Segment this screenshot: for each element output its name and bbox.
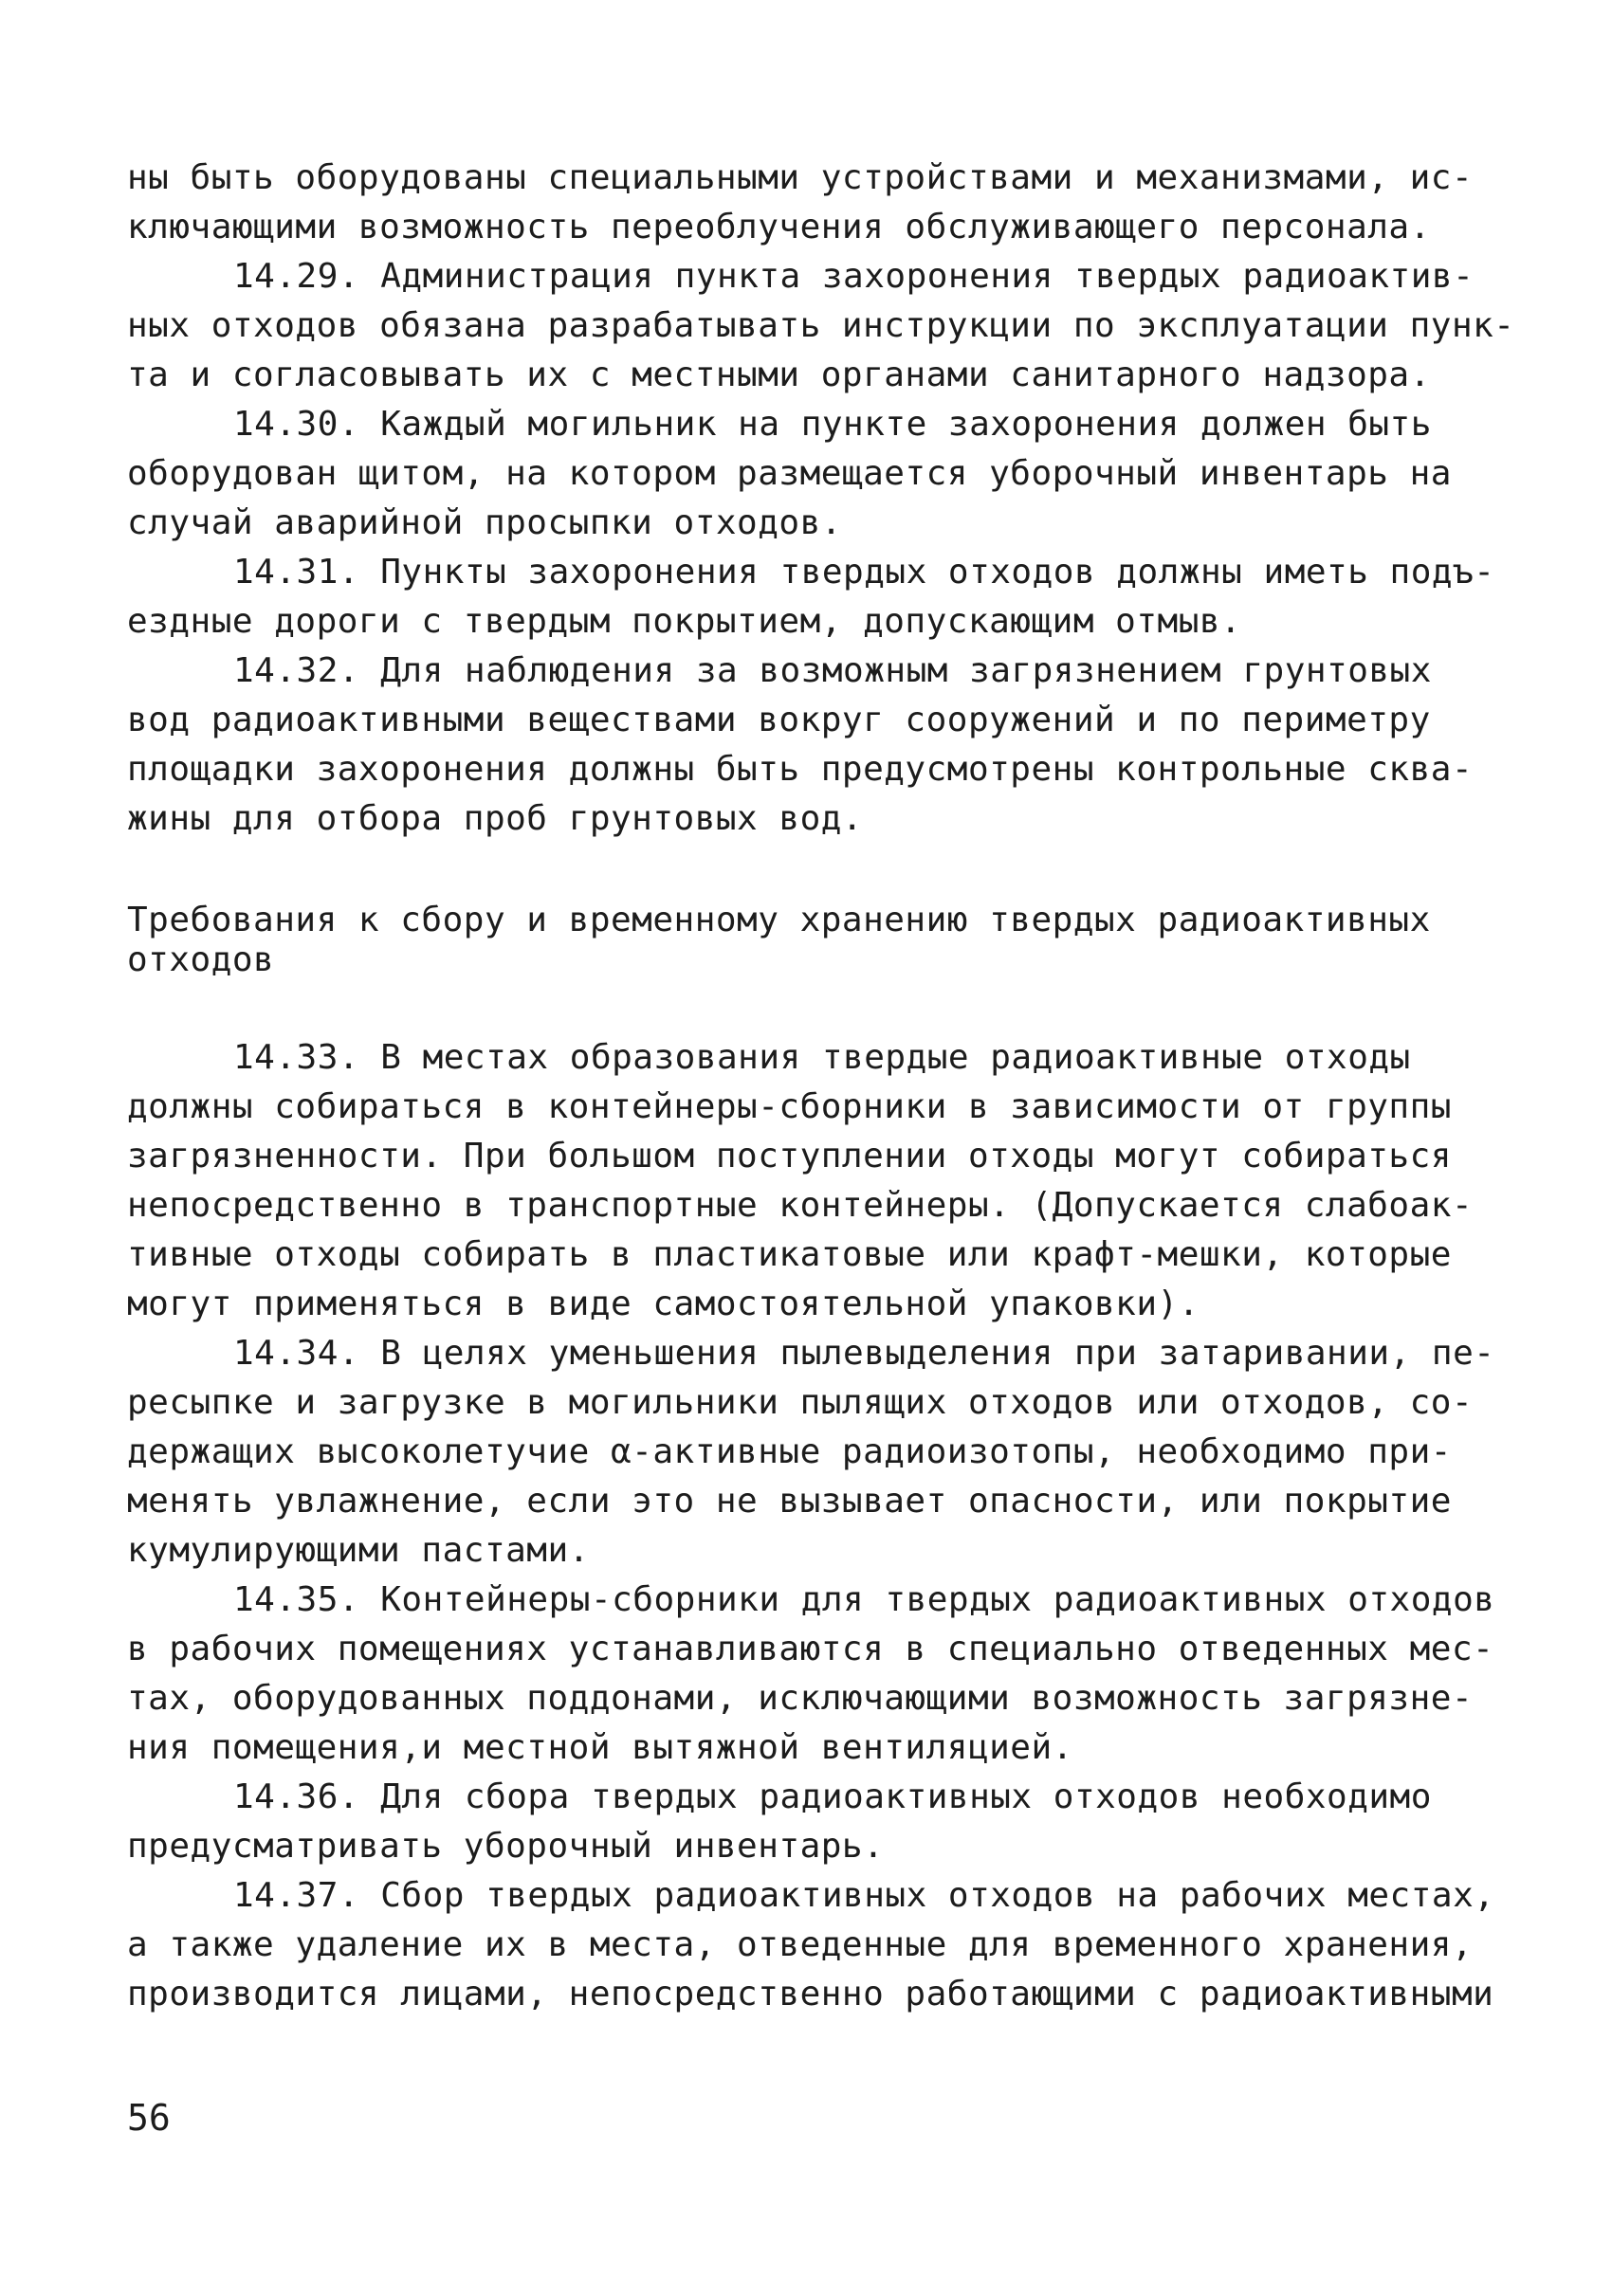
paragraph-14-32 (127, 647, 1493, 844)
paragraph-14-30 (127, 400, 1493, 548)
paragraph-continuation (127, 154, 1493, 252)
text-line: кумулирующими пастами. (127, 1531, 590, 1570)
paragraph-14-36 (127, 1773, 1493, 1871)
text-line: должны собираться в контейнеры-сборники в зависимости от группы (127, 1087, 1452, 1126)
heading-line: отходов (127, 940, 275, 979)
paragraph-14-29 (127, 252, 1515, 400)
text-line: непосредственно в транспортные контейнеры. (Допускается слабоак- (127, 1186, 1474, 1225)
section-heading (127, 901, 1493, 980)
text-line: случай аварийной просыпки отходов. (127, 503, 842, 542)
text-line: ездные дороги с твердым покрытием, допускающим отмыв. (127, 602, 1242, 641)
text-line: ных отходов обязана разрабатывать инструкции по эксплуатации пунк- (127, 306, 1515, 345)
text-line: держащих высоколетучие α-активные радиоизотопы, необходимо при- (127, 1432, 1452, 1471)
text-line: могут применяться в виде самостоятельной упаковки). (127, 1285, 1200, 1323)
text-line: площадки захоронения должны быть предусмотрены контрольные сква- (127, 750, 1474, 789)
text-line: 14.29. Администрация пункта захоронения твердых радиоактив- (233, 257, 1475, 296)
page-number: 56 (127, 2097, 171, 2139)
text-line: в рабочих помещениях устанавливаются в специально отведенных мес- (127, 1630, 1494, 1668)
text-line: предусматривать уборочный инвентарь. (127, 1827, 885, 1866)
text-line: 14.37. Сбор твердых радиоактивных отходов на рабочих местах, (233, 1876, 1495, 1915)
text-line: 14.36. Для сбора твердых радиоактивных отходов необходимо (233, 1777, 1432, 1816)
text-line: вод радиоактивными веществами вокруг сооружений и по периметру (127, 701, 1431, 739)
text-line: 14.30. Каждый могильник на пункте захоронения должен быть (233, 405, 1432, 444)
text-line: 14.33. В местах образования твердые радиоактивные отходы (233, 1038, 1411, 1077)
text-line: та и согласовывать их с местными органами санитарного надзора. (127, 355, 1431, 394)
text-line: производится лицами, непосредственно работающими с радиоактивными (127, 1975, 1494, 2014)
section-spacer (127, 980, 1493, 1033)
text-line: а также удаление их в места, отведенные для временного хранения, (127, 1925, 1474, 1964)
text-line: ния помещения,и местной вытяжной вентиляцией. (127, 1728, 1073, 1767)
text-line: ны быть оборудованы специальными устройствами и механизмами, ис- (127, 158, 1474, 197)
text-line: 14.34. В целях уменьшения пылевыделения при затаривании, пе- (233, 1334, 1495, 1373)
heading-line: Требования к сбору и временному хранению твердых радиоактивных (127, 901, 1431, 939)
text-line: тах, оборудованных поддонами, исключающими возможность загрязне- (127, 1679, 1474, 1718)
paragraph-14-31 (127, 548, 1493, 647)
text-line: жины для отбора проб грунтовых вод. (127, 799, 864, 838)
text-line: 14.31. Пункты захоронения твердых отходов должны иметь подъ- (233, 553, 1495, 592)
text-line: загрязненности. При большом поступлении отходы могут собираться (127, 1137, 1452, 1175)
text-line: ключающими возможность переоблучения обслуживающего персонала. (127, 208, 1431, 246)
page-body (127, 154, 1515, 2019)
paragraph-14-35 (127, 1576, 1493, 1773)
section-spacer (127, 844, 1493, 901)
text-line: ресыпке и загрузке в могильники пылящих отходов или отходов, со- (127, 1383, 1474, 1422)
paragraph-14-37 (127, 1871, 1493, 2019)
text-line: тивные отходы собирать в пластикатовые или крафт-мешки, которые (127, 1235, 1452, 1274)
text-line: менять увлажнение, если это не вызывает опасности, или покрытие (127, 1482, 1452, 1521)
text-line: 14.32. Для наблюдения за возможным загрязнением грунтовых (233, 651, 1432, 690)
text-line: 14.35. Контейнеры-сборники для твердых радиоактивных отходов (233, 1580, 1495, 1619)
paragraph-14-33 (127, 1033, 1493, 1329)
paragraph-14-34 (127, 1329, 1493, 1576)
text-line: оборудован щитом, на котором размещается уборочный инвентарь на (127, 454, 1452, 493)
